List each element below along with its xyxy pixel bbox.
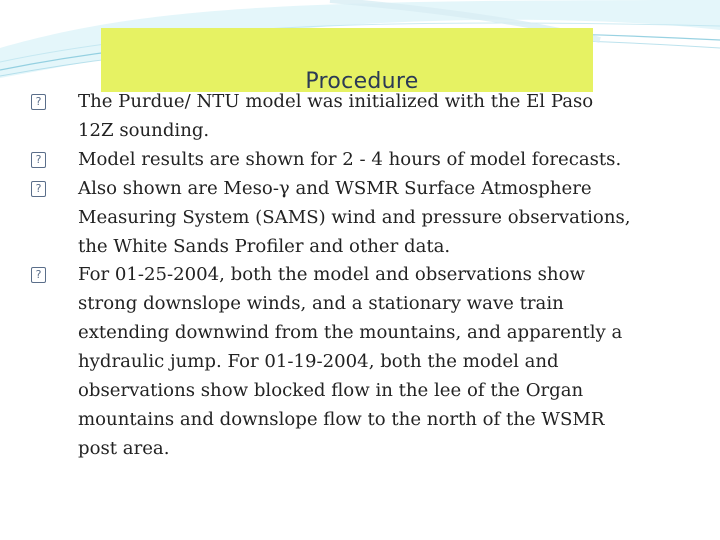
bullet-item [28,175,708,262]
bullet-line: mountains and downslope flow to the north of the WSMR [78,408,605,430]
missing-glyph-icon: ? [31,181,46,197]
bullet-line: extending downwind from the mountains, and apparently a [78,322,623,344]
missing-glyph-icon: ? [31,152,46,168]
missing-glyph-icon: ? [31,267,46,283]
slide-title: Procedure [305,69,419,94]
bullet-line: 12Z sounding. [78,119,210,141]
bullet-line: post area. [78,437,170,459]
bullet-line: Model results are shown for 2 - 4 hours of model forecasts. [78,148,622,170]
bullet-line: hydraulic jump. For 01-19-2004, both the model and [78,351,559,373]
bullet-item [28,261,708,463]
bullet-item [28,146,708,175]
bullet-list [28,88,708,464]
bullet-line: Also shown are Meso-γ and WSMR Surface Atmosphere [78,177,592,199]
bullet-line: strong downslope winds, and a stationary wave train [78,293,564,315]
bullet-line: observations show blocked flow in the lee of the Organ [78,380,584,402]
bullet-line: the White Sands Profiler and other data. [78,235,451,257]
missing-glyph-icon: ? [31,94,46,110]
bullet-line: The Purdue/ NTU model was initialized with the El Paso [78,91,594,112]
bullet-item [28,88,708,146]
bullet-line: Measuring System (SAMS) wind and pressure observations, [78,206,631,228]
bullet-line: For 01-25-2004, both the model and observations show [78,264,585,286]
title-band [101,28,593,92]
